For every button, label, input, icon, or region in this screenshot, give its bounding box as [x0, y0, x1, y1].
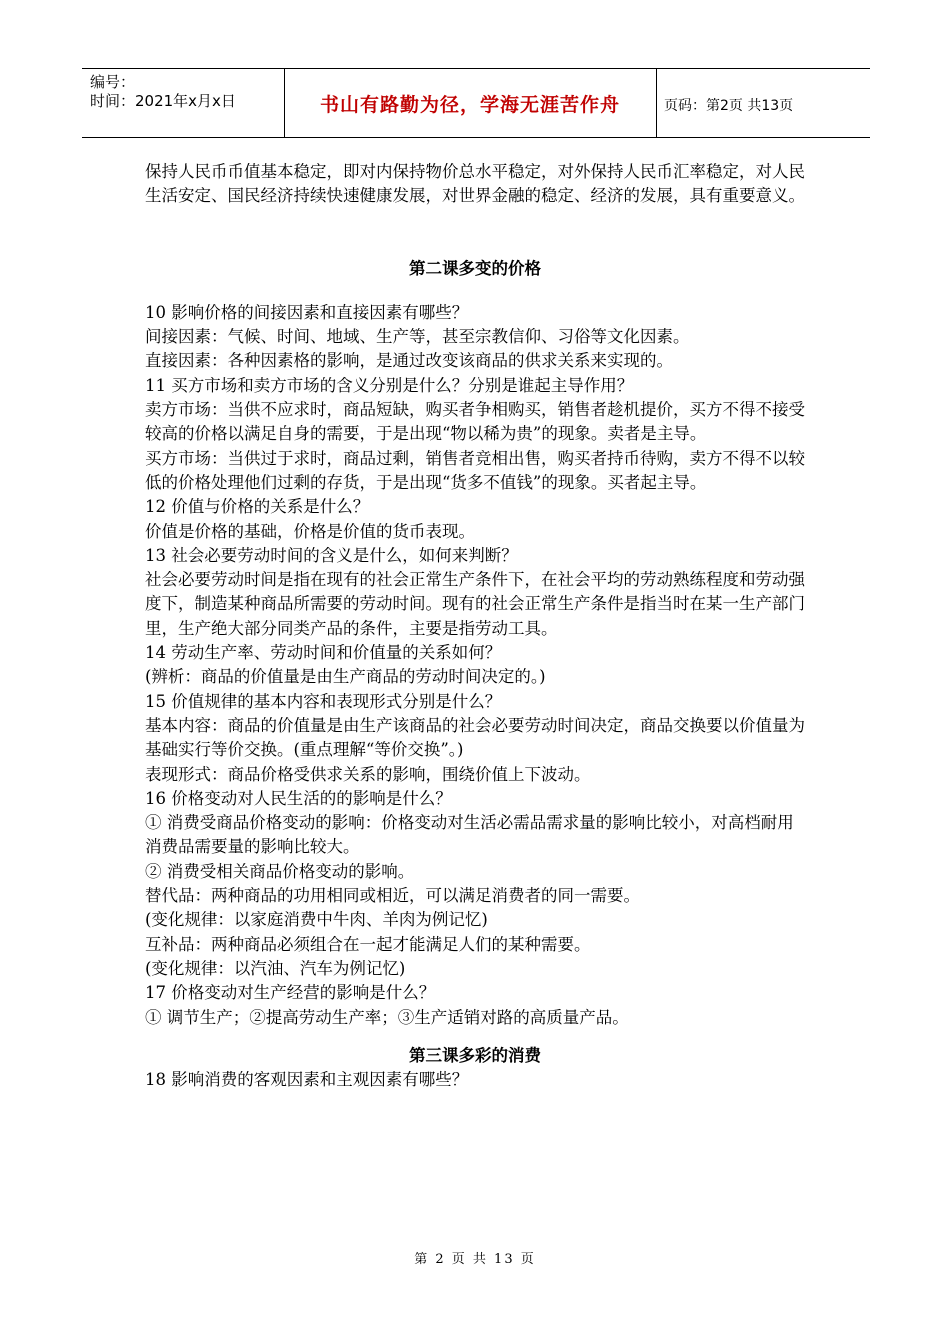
body-line: 互补品：两种商品必须组合在一起才能满足人们的某种需要。: [145, 934, 591, 954]
body-line: 买方市场：当供过于求时，商品过剩，销售者竞相出售，购买者持币待购，卖方不得不以较低的价格处理他们过剩的存货，于是出现“货多不值钱”的现象。买者起主导。: [145, 448, 805, 492]
body-line: 表现形式：商品价格受供求关系的影响，围绕价值上下波动。: [145, 764, 591, 784]
document-body: [145, 160, 805, 1092]
intro-paragraph: 保持人民币币值基本稳定，即对内保持物价总水平稳定，对外保持人民币汇率稳定，对人民生活安定、国民经济持续快速健康发展，对世界金融的稳定、经济的发展，具有重要意义。: [145, 162, 805, 206]
body-line: ① 调节生产；②提高劳动生产率；③生产适销对路的高质量产品。: [145, 1007, 629, 1027]
body-line: ① 消费受商品价格变动的影响：价格变动对生活必需品需求量的影响比较小，对高档耐用消费品需要量的影响比较大。: [145, 813, 794, 857]
document-number-label: 编号：: [90, 73, 136, 91]
page-footer: 第 2 页 共 13 页: [414, 1252, 536, 1267]
body-line: 15 价值规律的基本内容和表现形式分别是什么？: [145, 691, 502, 711]
header-divider: [656, 69, 657, 137]
body-line: 16 价格变动对人民生活的的影响是什么？: [145, 788, 452, 808]
body-line: 间接因素：气候、时间、地域、生产等，甚至宗教信仰、习俗等文化因素。: [145, 327, 690, 347]
lesson-3-title: 第三课多彩的消费: [409, 1045, 541, 1065]
page-header: [82, 68, 870, 138]
header-page-label: 页码：第2页 共13页: [664, 98, 794, 114]
body-line: (变化规律：以家庭消费中牛肉、羊肉为例记忆): [145, 910, 488, 930]
body-line: 基本内容：商品的价值量是由生产该商品的社会必要劳动时间决定，商品交换要以价值量为基础实行等价交换。(重点理解“等价交换”。): [145, 715, 805, 760]
header-meta: [90, 73, 236, 111]
body-line: 14 劳动生产率、劳动时间和价值量的关系如何？: [145, 643, 502, 663]
header-motto: 书山有路勤为径，学海无涯苦作舟: [319, 93, 620, 116]
body-line: 10 影响价格的间接因素和直接因素有哪些？: [145, 302, 469, 322]
body-line: 卖方市场：当供不应求时，商品短缺，购买者争相购买，销售者趁机提价，买方不得不接受较高的价格以满足自身的需要，于是出现“物以稀为贵”的现象。卖者是主导。: [145, 400, 805, 444]
body-line: 价值是价格的基础，价格是价值的货币表现。: [145, 521, 475, 541]
body-line: 13 社会必要劳动时间的含义是什么，如何来判断？: [145, 545, 518, 565]
body-line: ② 消费受相关商品价格变动的影响。: [145, 861, 415, 881]
body-line: 11 买方市场和卖方市场的含义分别是什么？分别是谁起主导作用？: [145, 375, 634, 395]
body-line: 替代品：两种商品的功用相同或相近，可以满足消费者的同一需要。: [145, 886, 640, 906]
body-line: 12 价值与价格的关系是什么？: [145, 497, 370, 517]
body-line: 社会必要劳动时间是指在现有的社会正常生产条件下，在社会平均的劳动熟练程度和劳动强度下，制造某种商品所需要的劳动时间。现有的社会正常生产条件是指当时在某一生产部门里，生产绝大部分同类产品的条件，主要是指劳动工具。: [145, 570, 805, 638]
body-line: 17 价格变动对生产经营的影响是什么？: [145, 983, 436, 1003]
body-line: 18 影响消费的客观因素和主观因素有哪些？: [145, 1070, 469, 1090]
body-line: (变化规律：以汽油、汽车为例记忆): [145, 958, 406, 978]
body-line: 直接因素：各种因素格的影响，是通过改变该商品的供求关系来实现的。: [145, 351, 673, 371]
date-label: 时间：2021年x月x日: [90, 92, 236, 110]
lesson-2-title: 第二课多变的价格: [409, 258, 541, 278]
body-line: (辨析：商品的价值量是由生产商品的劳动时间决定的。): [145, 667, 546, 687]
